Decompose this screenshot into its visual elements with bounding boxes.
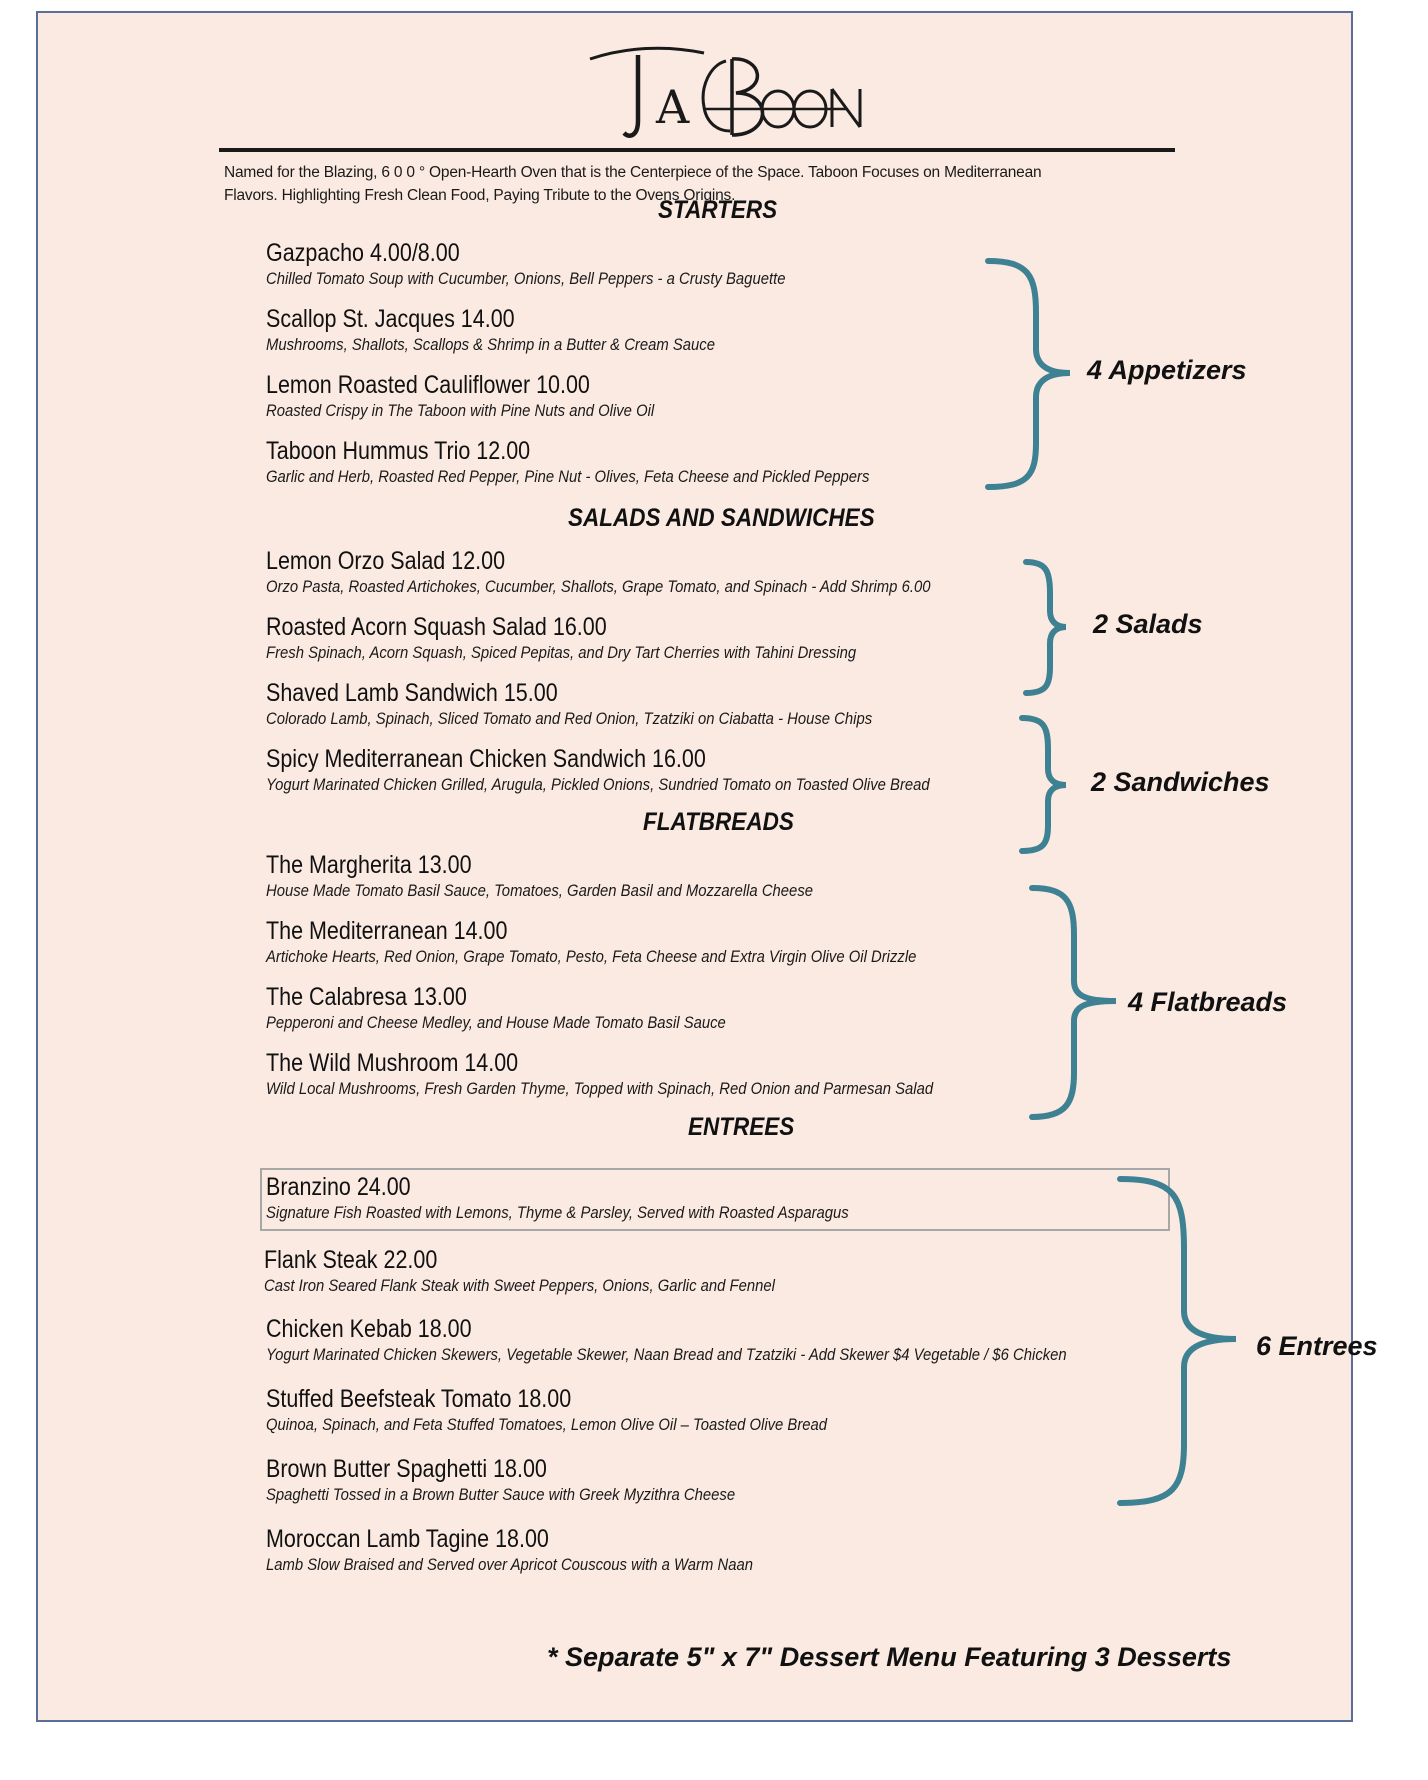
section-title-flatbreads: FLATBREADS bbox=[643, 808, 794, 836]
item-description: Garlic and Herb, Roasted Red Pepper, Pine Nut - Olives, Feta Cheese and Pickled Peppers bbox=[266, 468, 870, 486]
dessert-footnote: * Separate 5" x 7" Dessert Menu Featuring 3 Desserts bbox=[547, 1642, 1232, 1672]
item-name: Lemon Roasted Cauliflower 10.00 bbox=[266, 371, 590, 399]
item-name: Gazpacho 4.00/8.00 bbox=[266, 239, 460, 267]
item-name: Stuffed Beefsteak Tomato 18.00 bbox=[266, 1385, 572, 1413]
item-description: Orzo Pasta, Roasted Artichokes, Cucumber, Shallots, Grape Tomato, and Spinach - Add Shrimp 6.00 bbox=[266, 578, 931, 596]
item-description: Quinoa, Spinach, and Feta Stuffed Tomatoes, Lemon Olive Oil – Toasted Olive Bread bbox=[266, 1416, 828, 1434]
brace-salads bbox=[1026, 562, 1066, 693]
item-name: Spicy Mediterranean Chicken Sandwich 16.00 bbox=[266, 745, 706, 773]
brace-annotations bbox=[38, 13, 1355, 1724]
item-name: Flank Steak 22.00 bbox=[264, 1246, 438, 1274]
brace-flatbreads bbox=[1032, 888, 1116, 1117]
brace-entrees bbox=[1120, 1179, 1236, 1503]
item-description: House Made Tomato Basil Sauce, Tomatoes, Garden Basil and Mozzarella Cheese bbox=[266, 882, 814, 900]
item-description: Pepperoni and Cheese Medley, and House Made Tomato Basil Sauce bbox=[266, 1014, 726, 1032]
item-name: Chicken Kebab 18.00 bbox=[266, 1315, 472, 1343]
section-title-starters: STARTERS bbox=[658, 196, 778, 224]
item-description: Signature Fish Roasted with Lemons, Thyme & Parsley, Served with Roasted Asparagus bbox=[266, 1204, 849, 1222]
item-name: The Margherita 13.00 bbox=[266, 851, 472, 879]
item-description: Wild Local Mushrooms, Fresh Garden Thyme, Topped with Spinach, Red Onion and Parmesan Salad bbox=[266, 1080, 934, 1098]
item-description: Yogurt Marinated Chicken Skewers, Vegetable Skewer, Naan Bread and Tzatziki - Add Skewer $4 Vegetable / $6 Chicken bbox=[266, 1346, 1067, 1364]
item-description: Roasted Crispy in The Taboon with Pine Nuts and Olive Oil bbox=[266, 402, 655, 420]
callout-flatbreads: 4 Flatbreads bbox=[1128, 987, 1288, 1017]
item-name: Roasted Acorn Squash Salad 16.00 bbox=[266, 613, 607, 641]
item-description: Spaghetti Tossed in a Brown Butter Sauce with Greek Myzithra Cheese bbox=[266, 1486, 736, 1504]
section-title-salads-sandwiches: SALADS AND SANDWICHES bbox=[568, 504, 875, 532]
menu-page bbox=[36, 11, 1378, 1722]
svg-text:A: A bbox=[656, 80, 690, 134]
item-description: Chilled Tomato Soup with Cucumber, Onions, Bell Peppers - a Crusty Baguette bbox=[266, 270, 786, 288]
item-description: Artichoke Hearts, Red Onion, Grape Tomato, Pesto, Feta Cheese and Extra Virgin Olive Oil Drizzle bbox=[266, 948, 917, 966]
callout-entrees: 6 Entrees bbox=[1256, 1331, 1378, 1361]
item-name: The Calabresa 13.00 bbox=[266, 983, 467, 1011]
item-name: Scallop St. Jacques 14.00 bbox=[266, 305, 515, 333]
item-description: Colorado Lamb, Spinach, Sliced Tomato and Red Onion, Tzatziki on Ciabatta - House Chips bbox=[266, 710, 873, 728]
callout-salads: 2 Salads bbox=[1093, 609, 1203, 639]
item-name: Branzino 24.00 bbox=[266, 1173, 411, 1201]
item-description: Lamb Slow Braised and Served over Apricot Couscous with a Warm Naan bbox=[266, 1556, 753, 1574]
brace-sandwiches bbox=[1022, 718, 1066, 851]
intro-line-2: Flavors. Highlighting Fresh Clean Food, Paying Tribute to the Ovens Origins. bbox=[224, 187, 736, 204]
item-name: Moroccan Lamb Tagine 18.00 bbox=[266, 1525, 549, 1553]
item-name: The Wild Mushroom 14.00 bbox=[266, 1049, 519, 1077]
intro-line-1: Named for the Blazing, 6 0 0 ° Open-Hearth Oven that is the Centerpiece of the Space. Taboon Focuses on Mediterranean bbox=[224, 164, 1042, 181]
brace-appetizers bbox=[988, 261, 1070, 487]
item-description: Fresh Spinach, Acorn Squash, Spiced Pepitas, and Dry Tart Cherries with Tahini Dressing bbox=[266, 644, 857, 662]
callout-appetizers: 4 Appetizers bbox=[1087, 355, 1247, 385]
item-description: Cast Iron Seared Flank Steak with Sweet Peppers, Onions, Garlic and Fennel bbox=[264, 1277, 775, 1295]
item-name: Shaved Lamb Sandwich 15.00 bbox=[266, 679, 558, 707]
section-title-entrees: ENTREES bbox=[688, 1113, 795, 1141]
item-name: Brown Butter Spaghetti 18.00 bbox=[266, 1455, 547, 1483]
item-name: Taboon Hummus Trio 12.00 bbox=[266, 437, 531, 465]
callout-sandwiches: 2 Sandwiches bbox=[1091, 767, 1270, 797]
item-description: Mushrooms, Shallots, Scallops & Shrimp in a Butter & Cream Sauce bbox=[266, 336, 716, 354]
item-name: The Mediterranean 14.00 bbox=[266, 917, 508, 945]
item-name: Lemon Orzo Salad 12.00 bbox=[266, 547, 506, 575]
item-description: Yogurt Marinated Chicken Grilled, Arugula, Pickled Onions, Sundried Tomato on Toasted Olive Bread bbox=[266, 776, 930, 794]
